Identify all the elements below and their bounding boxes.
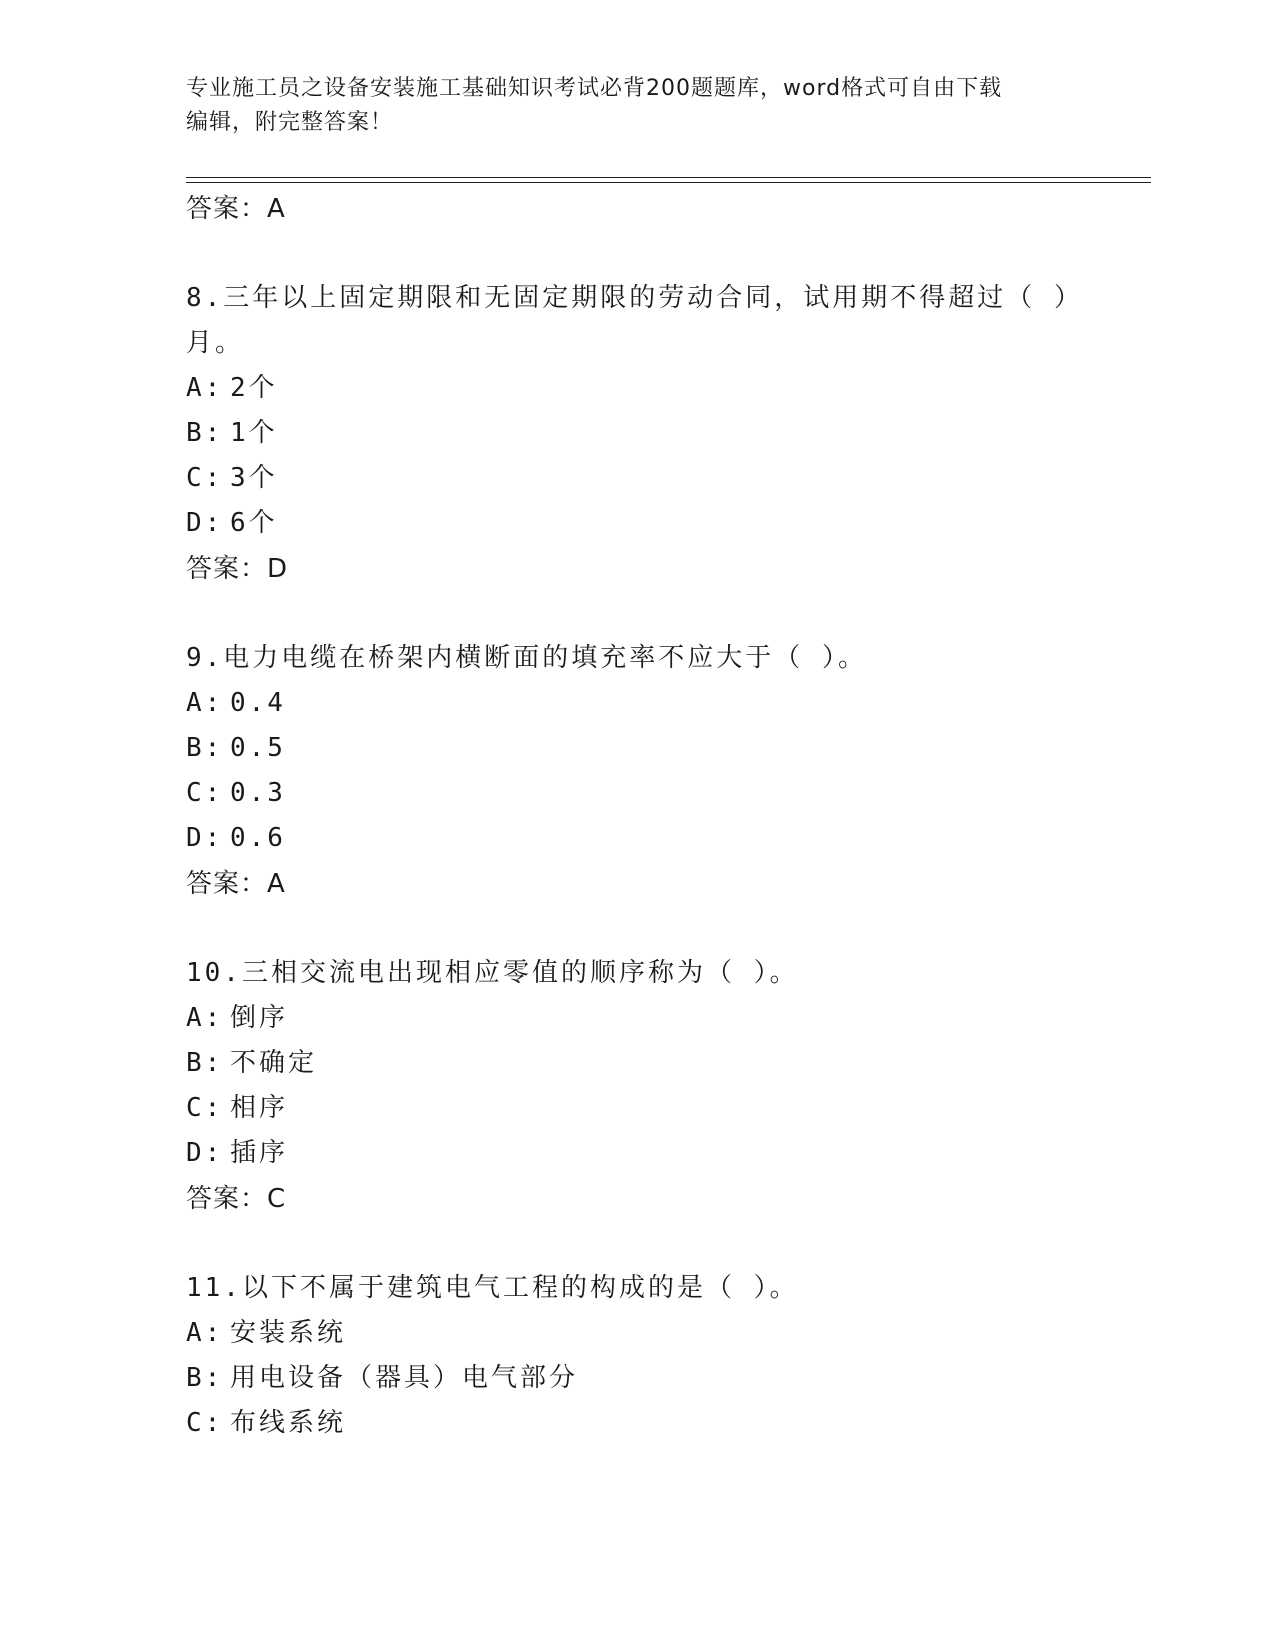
option-key: D: — [186, 823, 224, 853]
answer: 答案：A — [186, 869, 286, 899]
option-d — [186, 1131, 1116, 1176]
option-key: A: — [186, 373, 224, 403]
option-a — [186, 681, 1116, 726]
option-value: 用电设备（器具）电气部分 — [230, 1363, 579, 1393]
option-value: 插序 — [230, 1138, 289, 1168]
question-text: 8.三年以上固定期限和无固定期限的劳动合同，试用期不得超过（ ）月。 — [186, 283, 1083, 358]
option-key: A: — [186, 1318, 224, 1348]
option-value: 3个 — [230, 463, 278, 493]
option-key: D: — [186, 508, 224, 538]
answer: 答案：C — [186, 1184, 287, 1214]
option-value: 2个 — [230, 373, 278, 403]
document-header — [186, 72, 1086, 140]
option-key: B: — [186, 733, 224, 763]
question-text: 9.电力电缆在桥架内横断面的填充率不应大于（ ）。 — [186, 643, 867, 673]
option-a — [186, 996, 1116, 1041]
option-key: A: — [186, 1003, 224, 1033]
option-value: 安装系统 — [230, 1318, 347, 1348]
spacer — [186, 1222, 1116, 1266]
option-key: D: — [186, 1138, 224, 1168]
option-value: 不确定 — [230, 1048, 318, 1078]
option-value: 0.6 — [230, 823, 286, 853]
option-value: 相序 — [230, 1093, 289, 1123]
option-key: B: — [186, 1363, 224, 1393]
spacer — [186, 592, 1116, 636]
question-text: 11.以下不属于建筑电气工程的构成的是（ ）。 — [186, 1273, 799, 1303]
question-text: 10.三相交流电出现相应零值的顺序称为（ ）。 — [186, 958, 799, 988]
question-10 — [186, 951, 1116, 1222]
option-b — [186, 1356, 1116, 1401]
option-key: C: — [186, 1093, 224, 1123]
option-key: C: — [186, 778, 224, 808]
header-divider-bottom — [186, 182, 1151, 183]
option-value: 布线系统 — [230, 1408, 347, 1438]
option-a — [186, 366, 1116, 411]
answer: 答案：D — [186, 554, 289, 584]
option-value: 0.4 — [230, 688, 286, 718]
option-c — [186, 456, 1116, 501]
question-9 — [186, 636, 1116, 907]
answer-previous: 答案：A — [186, 194, 286, 224]
option-key: A: — [186, 688, 224, 718]
option-c — [186, 1401, 1116, 1446]
header-line-2: 编辑，附完整答案！ — [186, 110, 394, 135]
spacer — [186, 907, 1116, 951]
option-d — [186, 501, 1116, 546]
document-body — [186, 186, 1116, 1446]
option-a — [186, 1311, 1116, 1356]
option-value: 0.5 — [230, 733, 286, 763]
option-key: C: — [186, 1408, 224, 1438]
option-d — [186, 816, 1116, 861]
option-c — [186, 1086, 1116, 1131]
option-b — [186, 726, 1116, 771]
option-c — [186, 771, 1116, 816]
option-value: 0.3 — [230, 778, 286, 808]
header-line-1: 专业施工员之设备安装施工基础知识考试必背200题题库，word格式可自由下载 — [186, 76, 1003, 101]
option-value: 倒序 — [230, 1003, 289, 1033]
option-key: B: — [186, 418, 224, 448]
question-11 — [186, 1266, 1116, 1446]
option-key: C: — [186, 463, 224, 493]
header-divider-top — [186, 177, 1151, 178]
option-b — [186, 1041, 1116, 1086]
spacer — [186, 232, 1116, 276]
option-key: B: — [186, 1048, 224, 1078]
option-value: 6个 — [230, 508, 278, 538]
option-b — [186, 411, 1116, 456]
option-value: 1个 — [230, 418, 278, 448]
question-8 — [186, 276, 1116, 592]
